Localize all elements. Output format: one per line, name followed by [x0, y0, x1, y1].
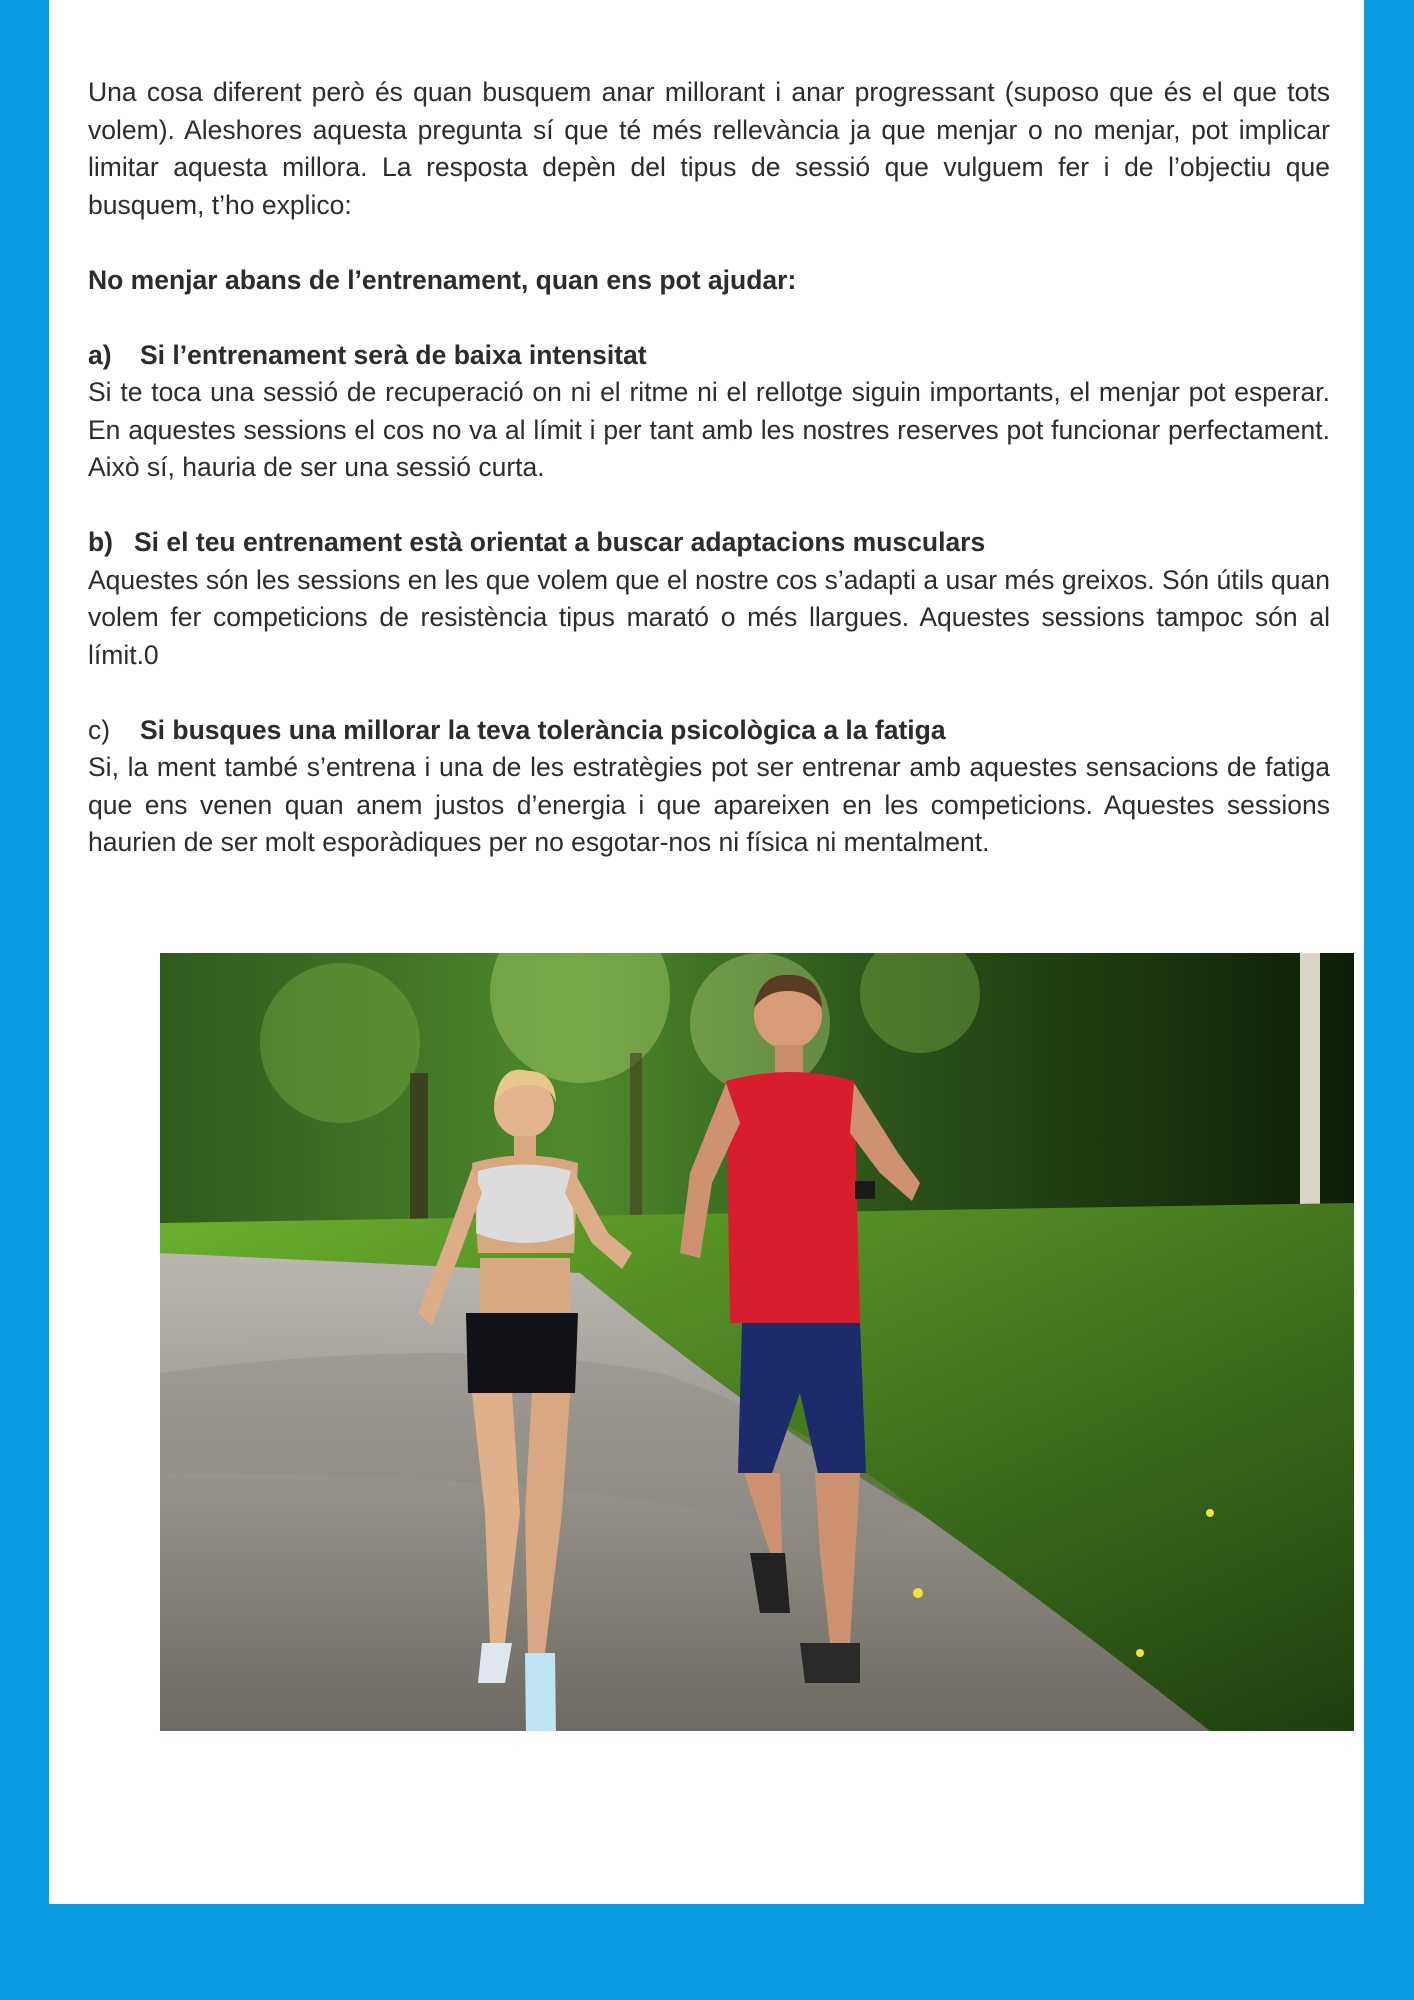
subheading-c	[88, 712, 1330, 750]
section-heading: No menjar abans de l’entrenament, quan ens pot ajudar:	[88, 264, 797, 295]
list-marker: b)	[88, 527, 114, 557]
document-page	[49, 0, 1364, 1904]
paragraph-b: Aquestes són les sessions en les que volem que el nostre cos s’adapti a usar més greixos. Són útils quan volem fer competicions de resistència tipus marató o més llargues. Aquestes sessions tampoc són al límit.0	[88, 564, 1330, 670]
subheading-title: Si el teu entrenament està orientat a buscar adaptacions musculars	[134, 527, 986, 557]
paragraph-c: Si, la ment també s’entrena i una de les estratègies pot ser entrenar amb aquestes sensacions de fatiga que ens venen quan anem justos d’energia i que apareixen en les competicions. Aquestes sessions haurien de ser molt esporàdiques per no esgotar-nos ni física ni mentalment.	[88, 752, 1330, 857]
subheading-a	[88, 337, 1330, 375]
subheading-title: Si l’entrenament serà de baixa intensitat	[140, 339, 647, 370]
subheading-b	[88, 524, 1330, 562]
list-marker: a)	[88, 339, 112, 370]
list-marker: c)	[88, 714, 111, 745]
subheading-title: Si busques una millorar la teva tolerància psicològica a la fatiga	[140, 714, 946, 745]
article-body	[88, 74, 1330, 862]
intro-paragraph: Una cosa diferent però és quan busquem anar millorant i anar progressant (suposo que és el que tots volem). Aleshores aquesta pregunta sí que té més rellevància ja que menjar o no menjar, pot implicar limitar aquesta millora. La resposta depèn del tipus de sessió que vulguem fer i de l’objectiu que busquem, t’ho explico:	[88, 77, 1330, 220]
paragraph-a: Si te toca una sessió de recuperació on ni el ritme ni el rellotge siguin importants, el menjar pot esperar. En aquestes sessions el cos no va al límit i per tant amb les nostres reserves pot funcionar perfectament. Això sí, hauria de ser una sessió curta.	[88, 377, 1330, 482]
runners-photo	[160, 953, 1354, 1731]
